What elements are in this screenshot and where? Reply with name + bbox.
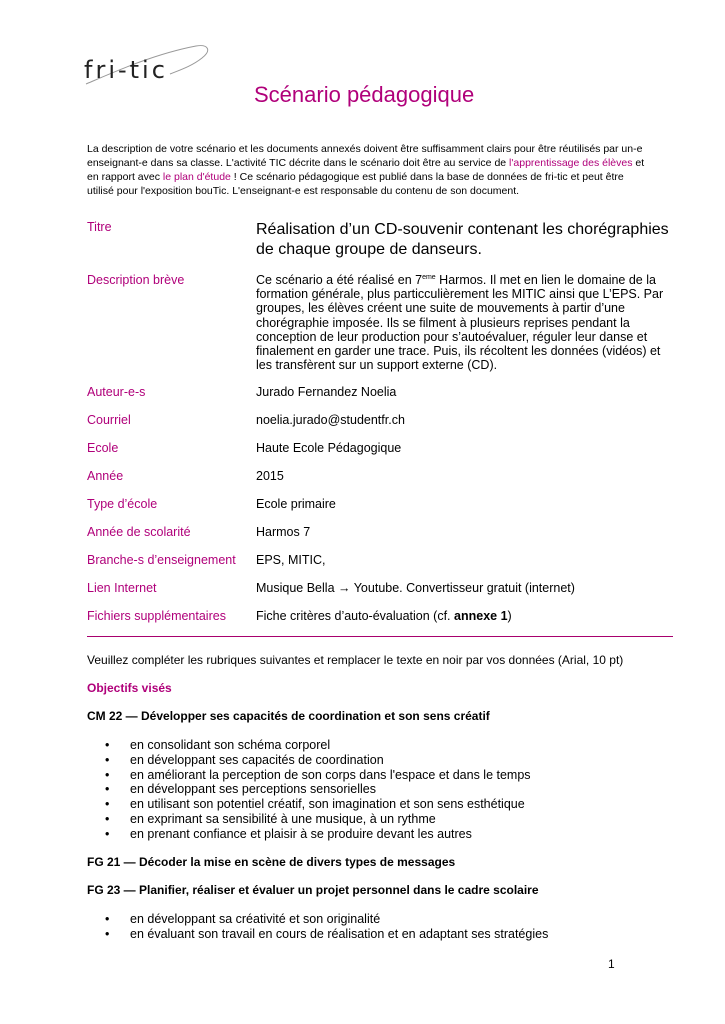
- page-title: Scénario pédagogique: [254, 82, 475, 107]
- field-label: Description brève: [87, 273, 185, 287]
- intro-paragraph: [87, 142, 647, 198]
- field-label: Fichiers supplémentaires: [87, 609, 226, 623]
- fg23-heading: FG 23 — Planifier, réaliser et évaluer un projet personnel dans le cadre scolaire: [87, 883, 539, 897]
- field-value: Réalisation d’un CD-souvenir contenant les chorégraphies de chaque groupe de danseurs.: [256, 221, 669, 258]
- field-value: EPS, MITIC,: [256, 553, 326, 567]
- field-label: Courriel: [87, 413, 131, 427]
- bullet-icon: •: [105, 811, 110, 826]
- fri-tic-logo: [84, 40, 214, 100]
- list-item: • en exprimant sa sensibilité à une musique, à un rythme: [105, 811, 436, 826]
- field-value: Haute Ecole Pédagogique: [256, 441, 402, 455]
- intro-text-2: et en rapport avec: [87, 157, 645, 183]
- bullet-icon: •: [105, 926, 110, 941]
- list-item: • en utilisant son potentiel créatif, son imagination et son sens esthétique: [105, 797, 525, 812]
- list-item: • en développant ses capacités de coordination: [105, 752, 384, 767]
- list-item: • en améliorant la perception de son corps dans l'espace et dans le temps: [105, 767, 531, 782]
- page-number: 1: [608, 957, 615, 971]
- bullet-icon: •: [105, 738, 110, 752]
- link-plan-etude[interactable]: le plan d'étude: [162, 171, 231, 183]
- field-label: Lien Internet: [87, 581, 157, 595]
- intro-text-1: La description de votre scénario et les documents annexés doivent être suffisamment clairs pour être réutilisés par un-e enseignant-e dans sa classe. L'activité TIC décrite dans le scénario doit être au service de: [87, 143, 643, 169]
- field-value[interactable]: noelia.jurado@studentfr.ch: [256, 413, 405, 427]
- list-item: • en consolidant son schéma corporel: [105, 738, 331, 752]
- field-value: 2015: [256, 469, 284, 483]
- field-label: Branche-s d’enseignement: [87, 553, 236, 567]
- field-label: Titre: [87, 220, 112, 234]
- field-label: Auteur-e-s: [87, 385, 146, 399]
- field-label: Année de scolarité: [87, 525, 191, 539]
- list-item: • en développant ses perceptions sensorielles: [105, 782, 376, 797]
- list-item: • en prenant confiance et plaisir à se produire devant les autres: [105, 826, 472, 841]
- field-value: Jurado Fernandez Noelia: [256, 385, 397, 399]
- bullet-icon: •: [105, 767, 110, 782]
- field-value: [256, 581, 676, 595]
- intro-text-3: ! Ce scénario pédagogique est publié dans la base de données de fri-tic et peut être utilisé pour l'exposition bouTic. L'enseignant-e est responsable du contenu de son document.: [87, 171, 624, 197]
- desc-superscript: eme: [422, 273, 436, 281]
- link-apprentissage[interactable]: l'apprentissage des élèves: [509, 157, 633, 169]
- field-value: [256, 609, 676, 623]
- section-divider: [87, 636, 673, 637]
- field-label: Ecole: [87, 441, 119, 455]
- fichiers-text-2: ): [507, 609, 512, 623]
- lien-text-1: Musique Bella: [256, 581, 338, 595]
- instructions-text: Veuillez compléter les rubriques suivantes et remplacer le texte en noir par vos données (Arial, 10 pt): [87, 653, 624, 667]
- list-item: • en évaluant son travail en cours de réalisation et en adaptant ses stratégies: [105, 926, 549, 941]
- desc-text-1: Ce scénario a été réalisé en 7: [256, 273, 423, 287]
- field-label: Type d’école: [87, 497, 158, 511]
- list-item: • en développant sa créativité et son originalité: [105, 912, 381, 926]
- field-label: Année: [87, 469, 124, 483]
- lien-text-2: Youtube. Convertisseur gratuit (internet): [350, 581, 575, 595]
- bullet-icon: •: [105, 797, 110, 812]
- bullet-icon: •: [105, 912, 110, 926]
- arrow-right-icon: →: [338, 581, 351, 595]
- desc-text-2: Harmos. Il met en lien le domaine de la formation générale, plus particculièrement les MITIC ainsi que L’EPS. Par groupes, les élèves créent une suite de mouvements à partir d’une chorégraphie imposée. Ils se filment à plusieurs reprises pendant la conception de leur production pour s’autoévaluer, réguler leur danse et finalement en garder une trace. Puis, ils récoltent les données (vidéos) et les transfèrent sur un support externe (CD).: [256, 273, 664, 373]
- objectifs-heading: Objectifs visés: [87, 681, 172, 695]
- field-value: [256, 273, 676, 372]
- cm22-list: [87, 738, 531, 842]
- logo-text: fri-tic: [84, 56, 168, 84]
- field-value: Harmos 7: [256, 525, 311, 539]
- fg21-heading: FG 21 — Décoder la mise en scène de divers types de messages: [87, 855, 456, 869]
- fg23-list: [87, 912, 548, 942]
- field-value: Ecole primaire: [256, 497, 336, 511]
- bullet-icon: •: [105, 826, 110, 841]
- fichiers-bold: annexe 1: [454, 609, 508, 623]
- bullet-icon: •: [105, 752, 110, 767]
- bullet-icon: •: [105, 782, 110, 797]
- cm22-heading: CM 22 — Développer ses capacités de coordination et son sens créatif: [87, 709, 490, 723]
- fichiers-text-1: Fiche critères d’auto-évaluation (cf.: [256, 609, 455, 623]
